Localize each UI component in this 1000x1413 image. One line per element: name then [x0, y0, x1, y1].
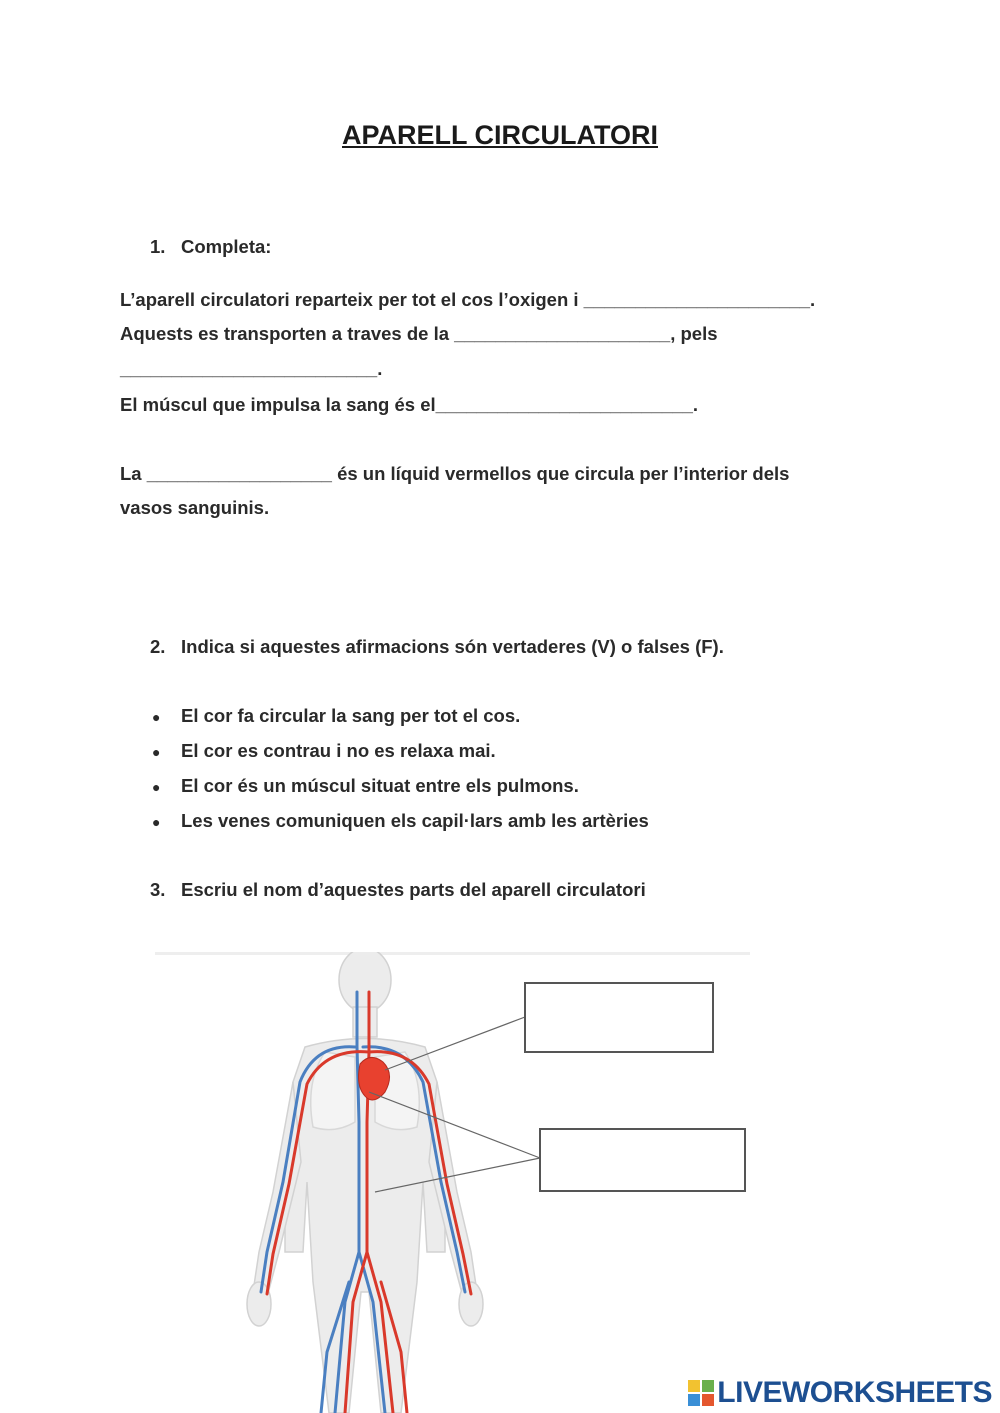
section3-heading: Escriu el nom d’aquestes parts del aparell circulatori [181, 879, 646, 900]
fill-line-3: _________________________. [120, 358, 383, 379]
liveworksheets-logo-icon [688, 1380, 714, 1406]
bullet-3: ● [152, 779, 161, 795]
statement-4: Les venes comuniquen els capil·lars amb les artèries [181, 810, 649, 831]
label-box-2[interactable] [539, 1128, 746, 1192]
statement-2: El cor es contrau i no es relaxa mai. [181, 740, 496, 761]
section1-number: 1. [150, 236, 166, 257]
brand-footer[interactable] [688, 1376, 992, 1410]
statement-3: El cor és un múscul situat entre els pulmons. [181, 775, 579, 796]
section2-number: 2. [150, 636, 166, 657]
statement-1: El cor fa circular la sang per tot el cos. [181, 705, 521, 726]
label-box-1[interactable] [524, 982, 714, 1053]
fill-line-4: El múscul que impulsa la sang és el_________________________. [120, 394, 698, 415]
bullet-2: ● [152, 744, 161, 760]
bullet-4: ● [152, 814, 161, 830]
fill-line-2: Aquests es transporten a traves de la _____________________, pels [120, 323, 718, 344]
fill-line-5: La __________________ és un líquid vermellos que circula per l’interior dels [120, 463, 790, 484]
section2-heading: Indica si aquestes afirmacions són vertaderes (V) o falses (F). [181, 636, 724, 657]
page-title: APARELL CIRCULATORI [342, 120, 658, 150]
fill-line-1: L’aparell circulatori reparteix per tot el cos l’oxigen i ______________________. [120, 289, 816, 310]
bullet-1: ● [152, 709, 161, 725]
section1-heading: Completa: [181, 236, 272, 257]
brand-name: LIVEWORKSHEETS [717, 1376, 992, 1409]
fill-line-6: vasos sanguinis. [120, 497, 270, 518]
section3-number: 3. [150, 879, 166, 900]
